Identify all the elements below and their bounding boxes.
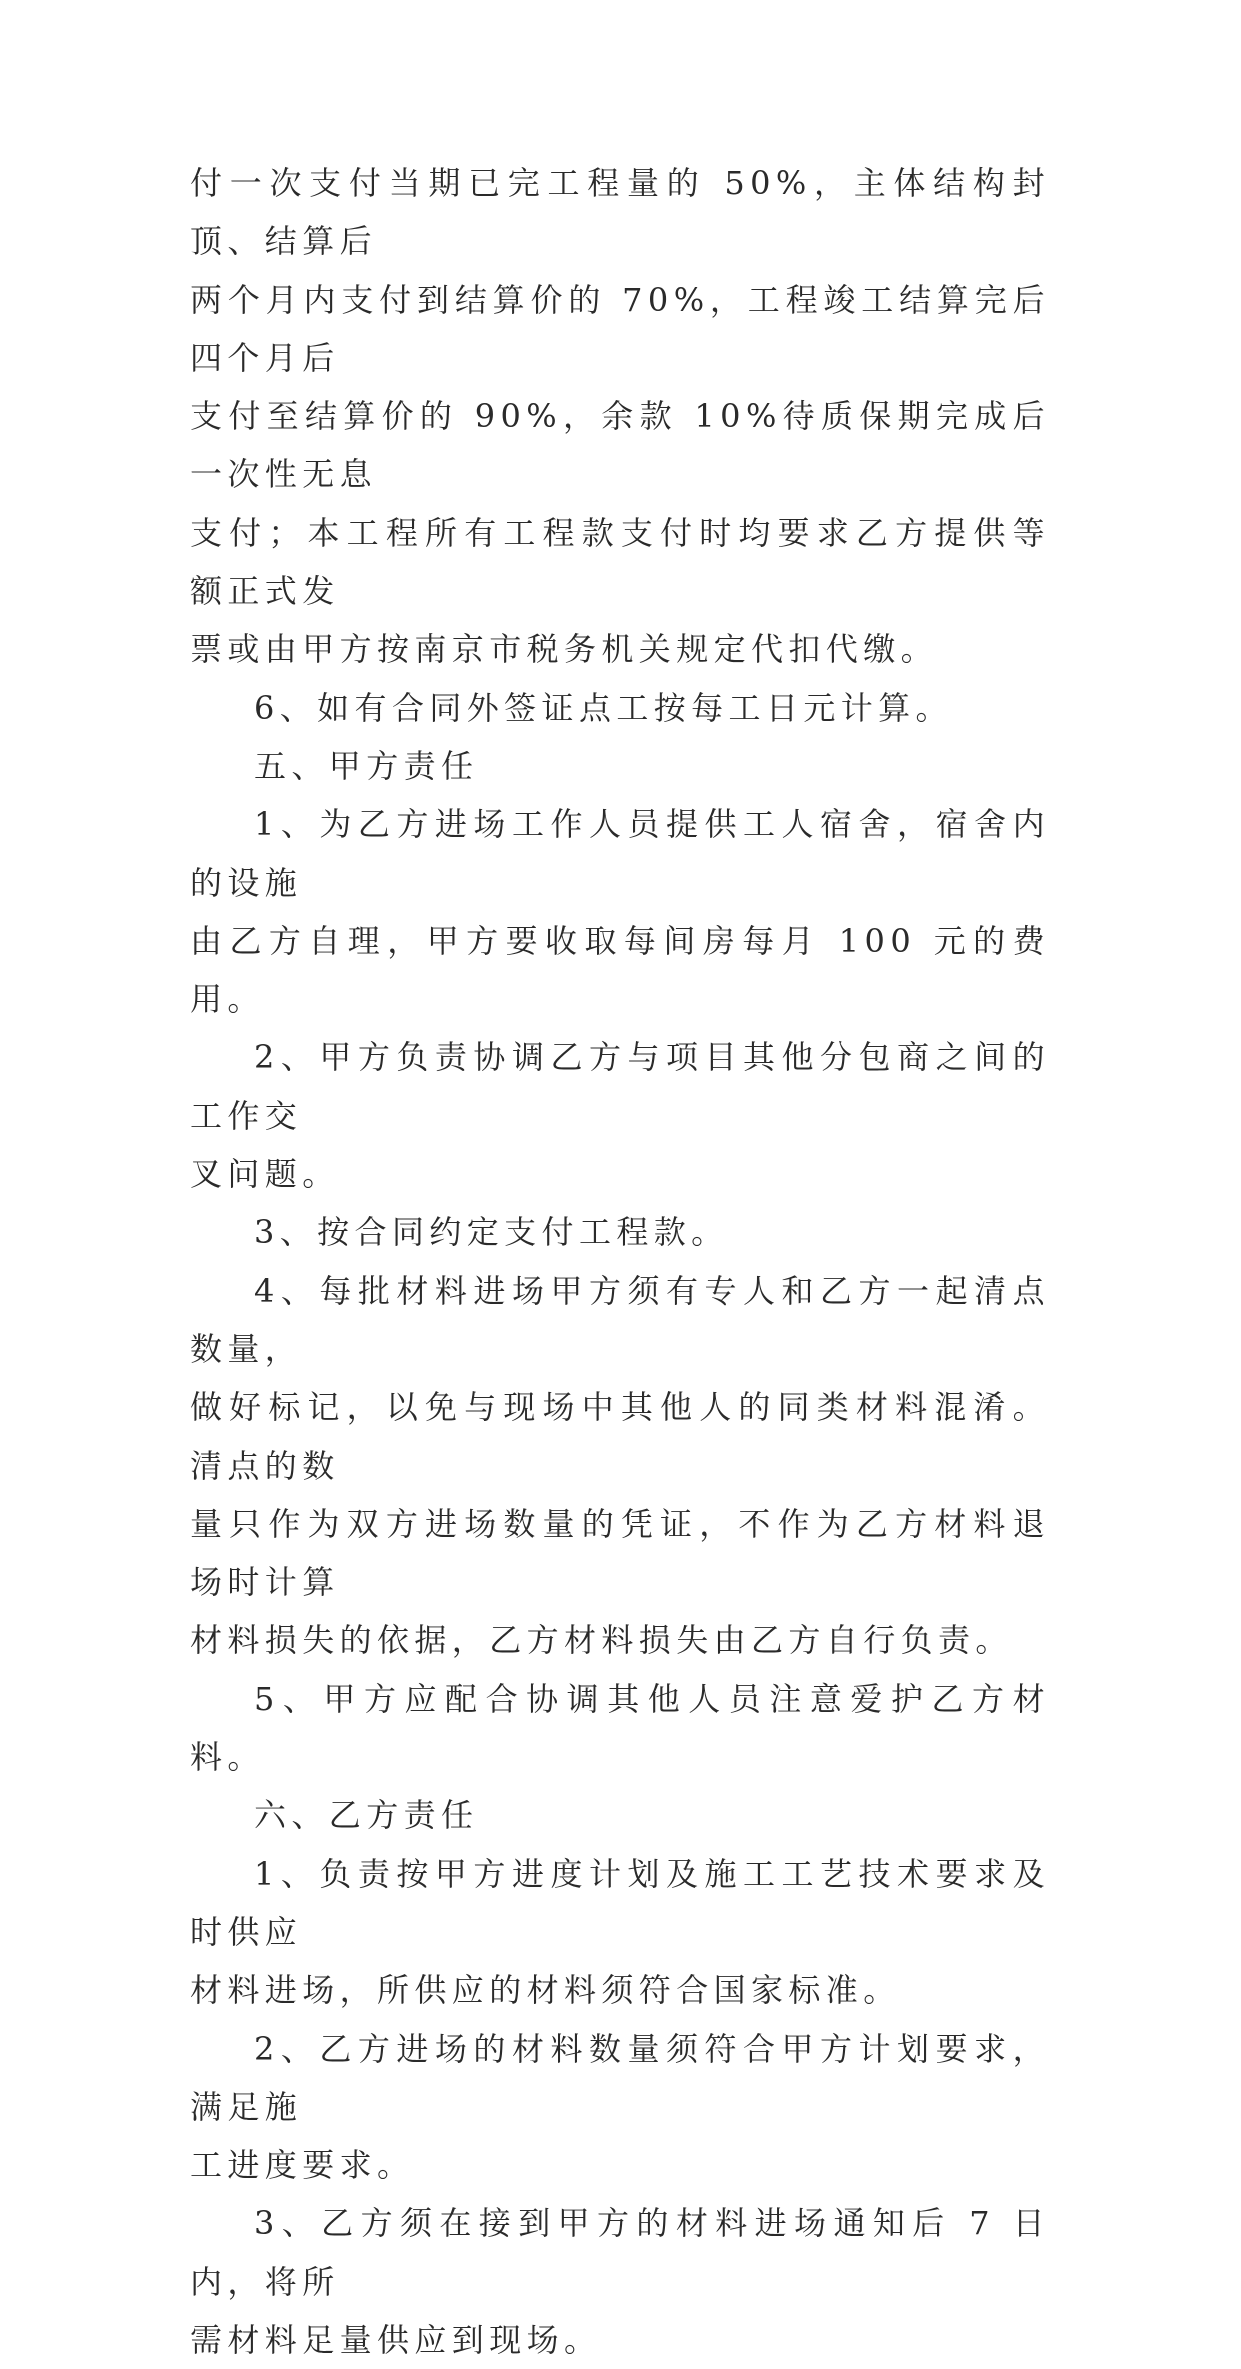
text-line: 2、乙方进场的材料数量须符合甲方计划要求，满足施 — [190, 2029, 1050, 2126]
text-line: 票或由甲方按南京市税务机关规定代扣代缴。 — [190, 630, 939, 669]
contract-body-text — [190, 154, 1050, 2369]
text-line: 需材料足量供应到现场。 — [190, 2320, 602, 2359]
paragraph — [190, 1203, 1050, 1261]
paragraph — [190, 737, 1050, 795]
paragraph — [190, 2194, 1050, 2369]
paragraph — [190, 1845, 1050, 2020]
text-line: 由乙方自理，甲方要收取每间房每月 100 元的费用。 — [190, 921, 1050, 1019]
text-line: 工进度要求。 — [190, 2146, 415, 2185]
text-line: 1、为乙方进场工作人员提供工人宿舍，宿舍内的设施 — [190, 805, 1050, 902]
text-line: 两个月内支付到结算价的 70%，工程竣工结算完后四个月后 — [190, 280, 1050, 377]
text-line: 2、甲方负责协调乙方与项目其他分包商之间的工作交 — [190, 1038, 1050, 1135]
text-line: 材料损失的依据，乙方材料损失由乙方自行负责。 — [190, 1621, 1013, 1660]
text-line: 6、如有合同外签证点工按每工日元计算。 — [254, 688, 953, 727]
text-line: 叉问题。 — [190, 1155, 340, 1194]
paragraph — [190, 2020, 1050, 2195]
text-line: 量只作为双方进场数量的凭证，不作为乙方材料退场时计算 — [190, 1504, 1050, 1602]
text-line: 1、负责按甲方进度计划及施工工艺技术要求及时供应 — [190, 1854, 1050, 1951]
paragraph — [190, 679, 1050, 737]
text-line: 5、甲方应配合协调其他人员注意爱护乙方材料。 — [190, 1679, 1050, 1777]
paragraph — [190, 1786, 1050, 1844]
text-line: 材料进场，所供应的材料须符合国家标准。 — [190, 1971, 901, 2010]
text-line: 支付；本工程所有工程款支付时均要求乙方提供等额正式发 — [190, 513, 1050, 611]
text-line: 做好标记，以免与现场中其他人的同类材料混淆。清点的数 — [190, 1388, 1050, 1485]
text-line: 3、按合同约定支付工程款。 — [254, 1213, 729, 1252]
text-line: 六、乙方责任 — [254, 1796, 479, 1835]
text-line: 付一次支付当期已完工程量的 50%，主体结构封顶、结算后 — [190, 164, 1050, 261]
text-line: 3、乙方须在接到甲方的材料进场通知后 7 日内，将所 — [190, 2204, 1050, 2301]
text-line: 4、每批材料进场甲方须有专人和乙方一起清点数量， — [190, 1271, 1050, 1368]
text-line: 五、甲方责任 — [254, 746, 479, 785]
paragraph — [190, 795, 1050, 1028]
paragraph — [190, 1670, 1050, 1787]
paragraph — [190, 154, 1050, 679]
paragraph — [190, 1028, 1050, 1203]
paragraph — [190, 1262, 1050, 1670]
text-line: 支付至结算价的 90%，余款 10%待质保期完成后一次性无息 — [190, 397, 1050, 494]
